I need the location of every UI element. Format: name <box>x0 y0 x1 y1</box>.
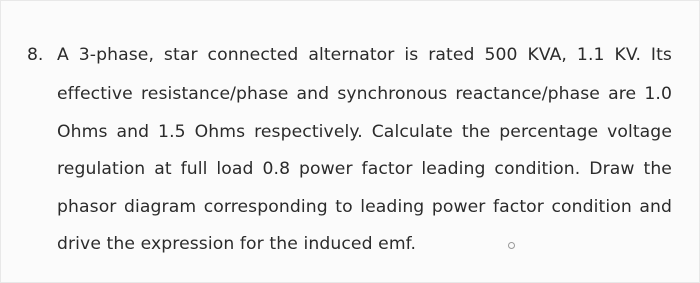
small-circle-mark <box>508 242 515 249</box>
question-line-4: regulation at full load 0.8 power factor leading condition. Draw the <box>57 159 672 179</box>
question-line-1: A 3-phase, star connected alternator is rated 500 KVA, 1.1 KV. Its <box>57 45 672 65</box>
question-number: 8. <box>27 45 44 65</box>
question-line-3: Ohms and 1.5 Ohms respectively. Calculate the percentage voltage <box>57 122 672 142</box>
question-line-2: effective resistance/phase and synchronous reactance/phase are 1.0 <box>57 84 672 104</box>
question-line-6: drive the expression for the induced emf. <box>57 234 417 254</box>
question-line-5: phasor diagram corresponding to leading power factor condition and <box>57 197 672 217</box>
